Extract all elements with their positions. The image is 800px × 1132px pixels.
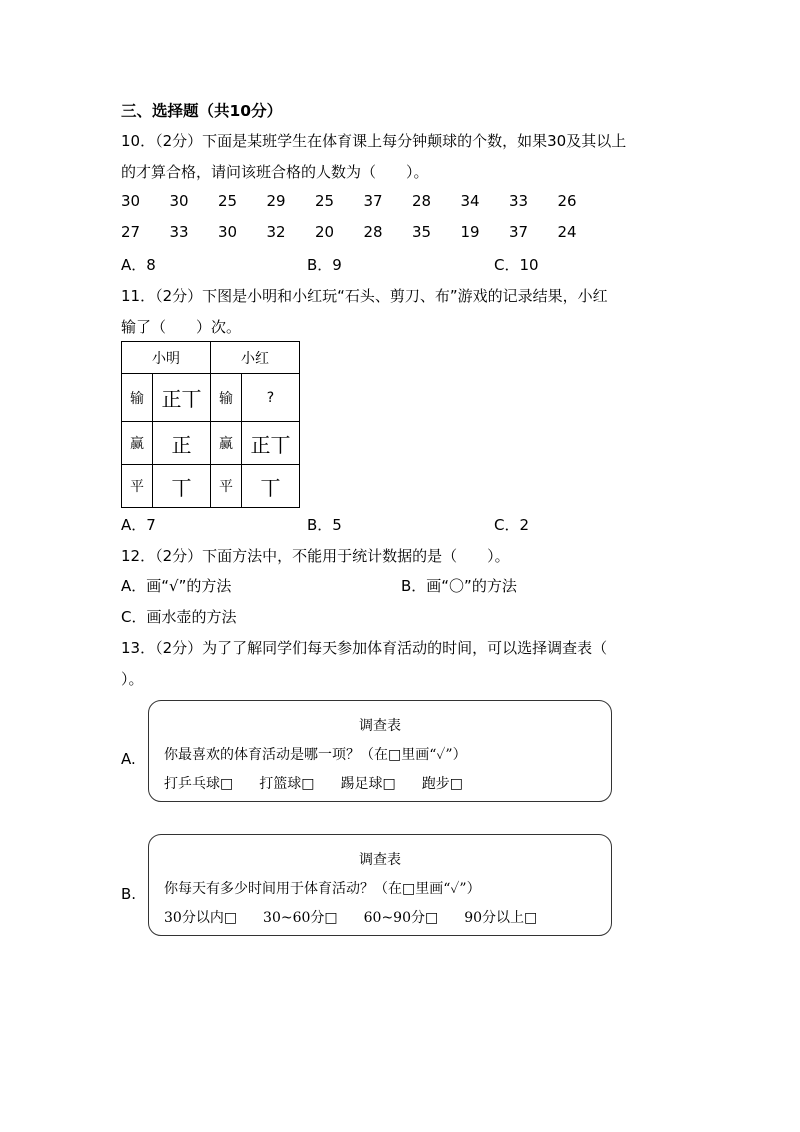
data-value: 33 bbox=[509, 192, 529, 210]
tally-label: 赢 bbox=[122, 422, 153, 465]
survey-question: 你最喜欢的体育活动是哪一项？（在□里画“✓”） bbox=[164, 747, 467, 763]
data-value: 30 bbox=[218, 223, 238, 241]
q13-stem-line1: 13．（2分）为了了解同学们每天参加体育活动的时间，可以选择调查表（ bbox=[121, 639, 608, 657]
survey-question: 你每天有多少时间用于体育活动？（在□里画“✓”） bbox=[164, 881, 481, 897]
q13-option-b-label[interactable]: B. bbox=[121, 885, 137, 903]
tally-label: 输 bbox=[211, 374, 242, 422]
survey-card-b[interactable] bbox=[148, 834, 612, 936]
data-value: 35 bbox=[412, 223, 432, 241]
q11-stem-line2: 输了（ ）次。 bbox=[121, 318, 242, 336]
survey-choice: 60~90分□ bbox=[363, 910, 439, 926]
data-value: 32 bbox=[266, 223, 286, 241]
tally-mark: 丅 bbox=[153, 465, 211, 508]
survey-title: 调查表 bbox=[359, 852, 401, 868]
survey-card-a[interactable] bbox=[148, 700, 612, 802]
tally-label: 赢 bbox=[211, 422, 242, 465]
data-value: 26 bbox=[557, 192, 577, 210]
q12-option-a[interactable]: A．画“√”的方法 bbox=[121, 577, 232, 595]
data-value: 24 bbox=[557, 223, 577, 241]
tally-mark: 丅 bbox=[242, 465, 300, 508]
data-value: 28 bbox=[363, 223, 383, 241]
survey-choice: 踢足球□ bbox=[340, 776, 396, 792]
data-value: 33 bbox=[169, 223, 189, 241]
survey-title: 调查表 bbox=[359, 718, 401, 734]
survey-choice: 打篮球□ bbox=[259, 776, 315, 792]
q10-data-row2 bbox=[121, 223, 606, 241]
data-value: 37 bbox=[509, 223, 529, 241]
data-value: 30 bbox=[169, 192, 189, 210]
tally-label: 平 bbox=[211, 465, 242, 508]
survey-choice: 30分以内□ bbox=[164, 910, 238, 926]
tally-header-xiaoming: 小明 bbox=[122, 342, 211, 374]
data-value: 30 bbox=[121, 192, 141, 210]
tally-table bbox=[121, 341, 300, 508]
q11-option-c[interactable]: C．2 bbox=[494, 516, 530, 534]
survey-choice: 跑步□ bbox=[421, 776, 463, 792]
survey-choices bbox=[164, 907, 563, 927]
data-value: 28 bbox=[412, 192, 432, 210]
q10-option-b[interactable]: B．9 bbox=[307, 256, 342, 274]
q12-stem: 12．（2分）下面方法中，不能用于统计数据的是（ ）。 bbox=[121, 547, 510, 565]
tally-label: 输 bbox=[122, 374, 153, 422]
data-value: 27 bbox=[121, 223, 141, 241]
tally-mark: 正丅 bbox=[242, 422, 300, 465]
q12-option-c[interactable]: C．画水壶的方法 bbox=[121, 608, 237, 626]
survey-choice: 30~60分□ bbox=[263, 910, 338, 926]
data-value: 25 bbox=[218, 192, 238, 210]
tally-mark: 正 bbox=[153, 422, 211, 465]
q10-option-c[interactable]: C．10 bbox=[494, 256, 539, 274]
section-title: 三、选择题（共10分） bbox=[121, 102, 283, 120]
survey-choices bbox=[164, 773, 489, 793]
survey-choice: 90分以上□ bbox=[464, 910, 538, 926]
q13-stem-line2: ）。 bbox=[121, 670, 144, 688]
data-value: 34 bbox=[460, 192, 480, 210]
data-value: 19 bbox=[460, 223, 480, 241]
survey-choice: 打乒乓球□ bbox=[164, 776, 234, 792]
data-value: 29 bbox=[266, 192, 286, 210]
tally-label: 平 bbox=[122, 465, 153, 508]
q11-option-b[interactable]: B．5 bbox=[307, 516, 342, 534]
data-value: 20 bbox=[315, 223, 335, 241]
tally-mark: 正丅 bbox=[153, 374, 211, 422]
q13-option-a-label[interactable]: A. bbox=[121, 750, 136, 768]
q10-stem-line2: 的才算合格，请问该班合格的人数为（ ）。 bbox=[121, 163, 429, 181]
q10-option-a[interactable]: A．8 bbox=[121, 256, 156, 274]
q11-option-a[interactable]: A．7 bbox=[121, 516, 156, 534]
q10-stem-line1: 10．（2分）下面是某班学生在体育课上每分钟颠球的个数，如果30及其以上 bbox=[121, 132, 627, 150]
data-value: 25 bbox=[315, 192, 335, 210]
q10-data-row1 bbox=[121, 192, 606, 210]
data-value: 37 bbox=[363, 192, 383, 210]
tally-header-xiaohong: 小红 bbox=[211, 342, 300, 374]
q12-option-b[interactable]: B．画“〇”的方法 bbox=[401, 577, 517, 595]
q11-stem-line1: 11．（2分）下图是小明和小红玩“石头、剪刀、布”游戏的记录结果，小红 bbox=[121, 287, 608, 305]
tally-unknown: ? bbox=[242, 374, 300, 422]
